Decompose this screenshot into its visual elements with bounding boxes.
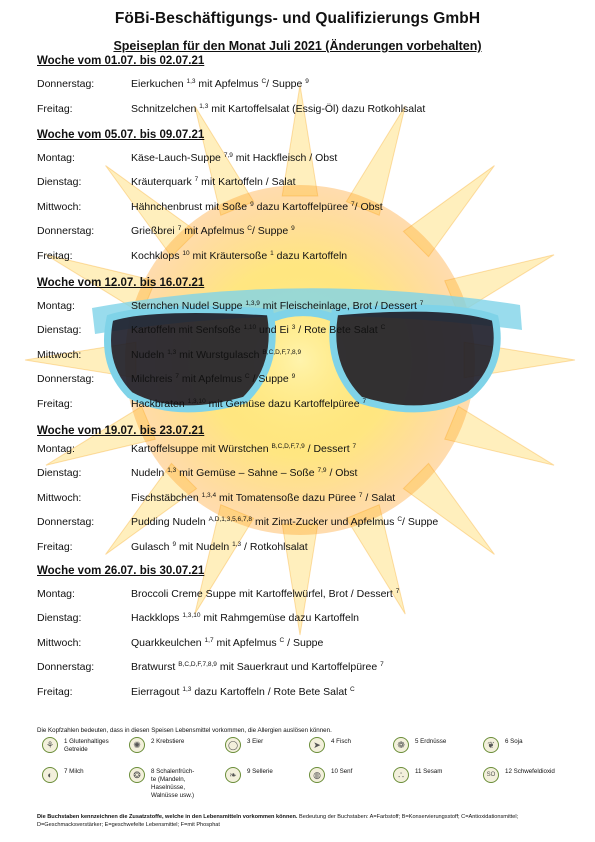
allergen-code: 1,7 — [204, 636, 214, 644]
allergen-code: 7,9 — [223, 152, 233, 159]
dish-text-part: mit Kartoffelsalat (Essig-Öl) dazu Rotkohlsalat — [208, 103, 426, 115]
dish-text — [131, 103, 425, 115]
dish-text — [131, 349, 301, 361]
menu-row — [37, 492, 577, 508]
menu-subtitle: Speiseplan für den Monat Juli 2021 (Änderungen vorbehalten) — [113, 39, 482, 53]
allergen-code: 9 — [305, 78, 309, 85]
dish-text-part: / Rote Bete Salat — [295, 324, 381, 337]
dish-text — [131, 78, 309, 90]
allergen-code: 7 — [352, 443, 357, 450]
allergen-legend-item — [225, 767, 315, 807]
dish-text — [131, 686, 355, 698]
allergen-code: 1,3 — [186, 78, 196, 85]
dish-text-part: mit Nudeln — [176, 540, 233, 553]
week-heading: Woche vom 26.07. bis 30.07.21 — [37, 565, 205, 577]
dish-text — [131, 201, 383, 213]
allergen-label: 6 Soja — [505, 738, 523, 745]
dish-text-part: Hähnchenbrust mit Soße — [131, 200, 251, 213]
dish-text-part: / Obst — [354, 200, 383, 213]
allergen-code: 3 — [291, 324, 296, 332]
allergen-legend-item — [309, 767, 399, 807]
allergen-code: 1,3,9 — [245, 300, 260, 307]
dish-text-part: Nudeln — [131, 467, 168, 480]
weekday-label: Donnerstag: — [37, 225, 95, 238]
allergen-code: C — [350, 685, 355, 693]
dish-text-part: Sternchen Nudel Suppe — [131, 300, 246, 312]
dish-text-part: / Suppe — [284, 636, 324, 649]
allergen-code: B,C,D,F,7,9 — [271, 443, 305, 450]
dish-text-part: mit Kräutersoße — [189, 249, 271, 262]
dish-text — [131, 225, 295, 237]
allergen-code: 7 — [177, 225, 182, 233]
dish-text-part: mit Apfelmus — [181, 225, 248, 238]
allergen-label: 5 Erdnüsse — [415, 738, 447, 745]
weekday-label: Dienstag: — [37, 324, 82, 337]
menu-row — [37, 686, 577, 702]
allergen-legend-item — [42, 767, 132, 807]
dish-text-part: / Suppe — [402, 516, 439, 529]
menu-row — [37, 588, 577, 604]
dish-text-part: dazu Kartoffeln — [273, 249, 348, 262]
allergen-code: 9 — [291, 225, 295, 233]
allergen-code: 9 — [291, 373, 296, 381]
allergen-label: 9 Sellerie — [247, 768, 273, 775]
milk-icon: ◐ — [42, 767, 58, 783]
dish-text-part: Fischstäbchen — [131, 491, 202, 504]
allergen-code: C — [279, 636, 285, 644]
menu-row — [37, 103, 577, 119]
dish-text-part: mit Fleischeinlage, Brot / Dessert — [259, 300, 420, 312]
week-heading: Woche vom 01.07. bis 02.07.21 — [37, 55, 205, 67]
allergen-code: C — [247, 225, 252, 233]
allergen-label: 1 Glutenhaltiges Getreide — [64, 738, 109, 753]
menu-row — [37, 349, 577, 365]
allergen-code: 7 — [380, 661, 384, 669]
weekday-label: Freitag: — [37, 685, 73, 698]
company-title: FöBi-Beschäftigungs- und Qualifizierungs GmbH — [114, 10, 481, 27]
dish-text-part: dazu Kartoffeln / Rote Bete Salat — [191, 685, 350, 698]
dish-text-part: mit Apfelmus — [195, 78, 262, 90]
allergen-code: B,C,D,F,7,8,9 — [178, 661, 217, 669]
weekday-label: Mittwoch: — [37, 200, 82, 213]
allergen-code: 1 — [270, 249, 274, 257]
weekday-label: Dienstag: — [37, 467, 82, 480]
allergen-code: 7 — [175, 373, 179, 381]
allergen-legend-intro: Die Kopfzahlen bedeuten, dass in diesen Speisen Lebensmittel vorkommen, die Allergien auslösen können. — [37, 727, 332, 734]
menu-row — [37, 324, 577, 340]
dish-text — [131, 541, 308, 553]
allergen-code: 1,3,10 — [182, 612, 201, 620]
menu-row — [37, 300, 577, 316]
dish-text-part: mit Tomatensoße dazu Püree — [216, 491, 359, 504]
dish-text — [131, 467, 357, 479]
dish-text-part: Bratwurst — [131, 661, 179, 674]
grain-icon: ⚘ — [42, 737, 58, 753]
dish-text-part: Gulasch — [131, 540, 173, 553]
additives-footnote-lead: Die Buchstaben kennzeichnen die Zusatzstoffe, welche in den Lebensmitteln vorkommen können. — [37, 814, 298, 820]
weekday-label: Dienstag: — [37, 612, 82, 625]
dish-text-part: Eierkuchen — [131, 78, 187, 90]
dish-text — [131, 443, 356, 455]
dish-text-part: und Ei — [256, 324, 292, 337]
allergen-code: A,D,1,3,5,6,7,8 — [208, 516, 253, 524]
weekday-label: Donnerstag: — [37, 516, 95, 529]
dish-text-part: Broccoli Creme Suppe mit Kartoffelwürfel, Brot / Dessert — [131, 588, 396, 600]
menu-row — [37, 398, 577, 414]
additives-footnote-text: Bedeutung der Buchstaben: A=Farbstoff; B=Konservierungsstoff; C=Antioxidationsmittel; D=Geschmacksverstärker; E=geschwefelte Lebensmittel; F=mit Phosphat — [37, 814, 519, 828]
dish-text-part: Milchreis — [131, 373, 176, 386]
dish-text-part: mit Zimt-Zucker und Apfelmus — [252, 516, 398, 529]
dish-text-part: Nudeln — [131, 348, 168, 361]
week-heading: Woche vom 19.07. bis 23.07.21 — [37, 425, 205, 437]
dish-text-part: Kräuterquark — [131, 176, 195, 189]
allergen-code: C — [380, 324, 386, 332]
allergen-code: 1,3 — [199, 103, 209, 110]
allergen-code: C — [397, 516, 403, 524]
menu-row — [37, 78, 577, 94]
dish-text-part: Hackklops — [131, 612, 183, 625]
dish-text-part: Käse-Lauch-Suppe — [131, 152, 224, 164]
dish-text-part: Kochklops — [131, 249, 183, 262]
allergen-code: 1,3,10 — [187, 397, 206, 405]
allergen-label: 4 Fisch — [331, 738, 351, 745]
menu-row — [37, 467, 577, 483]
dish-text-part: Grießbrei — [131, 225, 178, 238]
week-heading: Woche vom 12.07. bis 16.07.21 — [37, 277, 205, 289]
dish-text — [131, 516, 438, 528]
dish-text-part: mit Wurstgulasch — [176, 348, 263, 361]
weekday-label: Montag: — [37, 443, 75, 455]
nut-icon: ❂ — [129, 767, 145, 783]
dish-text-part: mit Apfelmus — [213, 636, 280, 649]
dish-text-part: mit Gemüse dazu Kartoffelpüree — [205, 397, 363, 410]
weekday-label: Freitag: — [37, 397, 73, 410]
allergen-code: 7 — [194, 176, 199, 184]
allergen-code: 9 — [250, 200, 254, 208]
allergen-code: 7,9 — [317, 467, 327, 475]
dish-text-part: mit Apfelmus — [178, 373, 245, 386]
allergen-code: 7 — [358, 491, 363, 499]
additives-footnote — [37, 813, 572, 829]
egg-icon: ◯ — [225, 737, 241, 753]
menu-row — [37, 541, 577, 557]
dish-text-part: Hackbraten — [131, 397, 188, 410]
weekday-label: Freitag: — [37, 103, 73, 115]
dish-text — [131, 250, 347, 262]
dish-text-part: Pudding Nudeln — [131, 516, 209, 529]
allergen-code: C — [244, 373, 250, 381]
allergen-label: 8 Schalenfrüch- te (Mandeln, Haselnüsse, Walnüsse usw.) — [151, 768, 195, 799]
dish-text-part: mit Hackfleisch / Obst — [232, 152, 338, 164]
menu-row — [37, 637, 577, 653]
allergen-code: 1,3 — [232, 540, 242, 548]
weekday-label: Donnerstag: — [37, 78, 95, 90]
dish-text-part: Schnitzelchen — [131, 103, 200, 115]
weekday-label: Freitag: — [37, 249, 73, 262]
dish-text — [131, 492, 395, 504]
menu-row — [37, 250, 577, 266]
dish-text — [131, 661, 384, 673]
allergen-code: C — [261, 78, 267, 85]
weekday-label: Mittwoch: — [37, 348, 82, 361]
dish-text-part: mit Sauerkraut und Kartoffelpüree — [216, 661, 381, 674]
dish-text-part: / Suppe — [251, 225, 292, 238]
allergen-legend-item — [483, 767, 573, 807]
weekday-label: Mittwoch: — [37, 491, 82, 504]
menu-row — [37, 443, 577, 459]
dish-text-part: / Dessert — [304, 443, 353, 455]
allergen-legend-item — [129, 767, 219, 807]
menu-row — [37, 201, 577, 217]
allergen-code: B,C,D,F,7,8,9 — [262, 348, 302, 356]
allergen-code: 7 — [419, 300, 424, 307]
sesame-icon: ∴ — [393, 767, 409, 783]
allergen-code: 9 — [172, 540, 177, 548]
weekday-label: Mittwoch: — [37, 636, 82, 649]
sulfite-icon: SO — [483, 767, 499, 783]
dish-text-part: / Salat — [362, 491, 396, 504]
dish-text — [131, 300, 423, 312]
allergen-label: 3 Eier — [247, 738, 264, 745]
dish-text-part: / Suppe — [249, 373, 292, 386]
peanut-icon: ❁ — [393, 737, 409, 753]
week-heading: Woche vom 05.07. bis 09.07.21 — [37, 129, 205, 141]
dish-text-part: Kartoffelsuppe mit Würstchen — [131, 443, 272, 455]
allergen-code: 7 — [350, 200, 355, 208]
allergen-code: 1,10 — [243, 324, 257, 332]
menu-row — [37, 176, 577, 192]
dish-text — [131, 588, 399, 600]
weekday-label: Donnerstag: — [37, 373, 95, 386]
dish-text-part: / Obst — [326, 467, 358, 480]
dish-text-part: mit Gemüse – Sahne – Soße — [176, 467, 318, 480]
dish-text-part: / Rotkohlsalat — [241, 540, 308, 553]
dish-text-part: mit Kartoffeln / Salat — [198, 176, 296, 189]
weekday-label: Montag: — [37, 152, 75, 164]
dish-text-part: Eierragout — [131, 685, 183, 698]
dish-text — [131, 612, 359, 624]
allergen-code: 1,3,4 — [201, 491, 217, 499]
dish-text — [131, 637, 323, 649]
dish-text-part: Quarkkeulchen — [131, 636, 205, 649]
weekday-label: Freitag: — [37, 540, 73, 553]
menu-row — [37, 373, 577, 389]
weekday-label: Donnerstag: — [37, 661, 95, 674]
menu-row — [37, 516, 577, 532]
allergen-code: 7 — [395, 588, 400, 595]
allergen-code: 1,3 — [167, 467, 177, 475]
dish-text-part: Kartoffeln mit Senfsoße — [131, 324, 244, 337]
dish-text — [131, 398, 366, 410]
dish-text — [131, 324, 385, 336]
dish-text-part: / Suppe — [266, 78, 306, 90]
allergen-label: 7 Milch — [64, 768, 84, 775]
allergen-label: 2 Krebstiere — [151, 738, 185, 745]
allergen-label: 11 Sesam — [415, 768, 443, 775]
allergen-code: 10 — [182, 249, 190, 257]
dish-text-part: dazu Kartoffelpüree — [253, 200, 351, 213]
dish-text — [131, 152, 337, 164]
allergen-code: 1,3 — [167, 348, 177, 356]
fish-icon: ➤ — [309, 737, 325, 753]
allergen-code: 7 — [362, 397, 367, 405]
menu-row — [37, 225, 577, 241]
mustard-icon: ◍ — [309, 767, 325, 783]
weekday-label: Montag: — [37, 300, 75, 312]
celery-icon: ❧ — [225, 767, 241, 783]
menu-row — [37, 661, 577, 677]
crab-icon: ✺ — [129, 737, 145, 753]
dish-text-part: mit Rahmgemüse dazu Kartoffeln — [200, 612, 359, 625]
dish-text — [131, 176, 296, 188]
allergen-code: 1,3 — [182, 685, 192, 693]
soy-icon: ❦ — [483, 737, 499, 753]
allergen-label: 12 Schwefeldioxid — [505, 768, 555, 775]
allergen-label: 10 Senf — [331, 768, 353, 775]
allergen-legend-item — [393, 767, 483, 807]
menu-row — [37, 612, 577, 628]
weekday-label: Dienstag: — [37, 176, 82, 189]
weekday-label: Montag: — [37, 588, 75, 600]
menu-row — [37, 152, 577, 168]
dish-text — [131, 373, 295, 385]
